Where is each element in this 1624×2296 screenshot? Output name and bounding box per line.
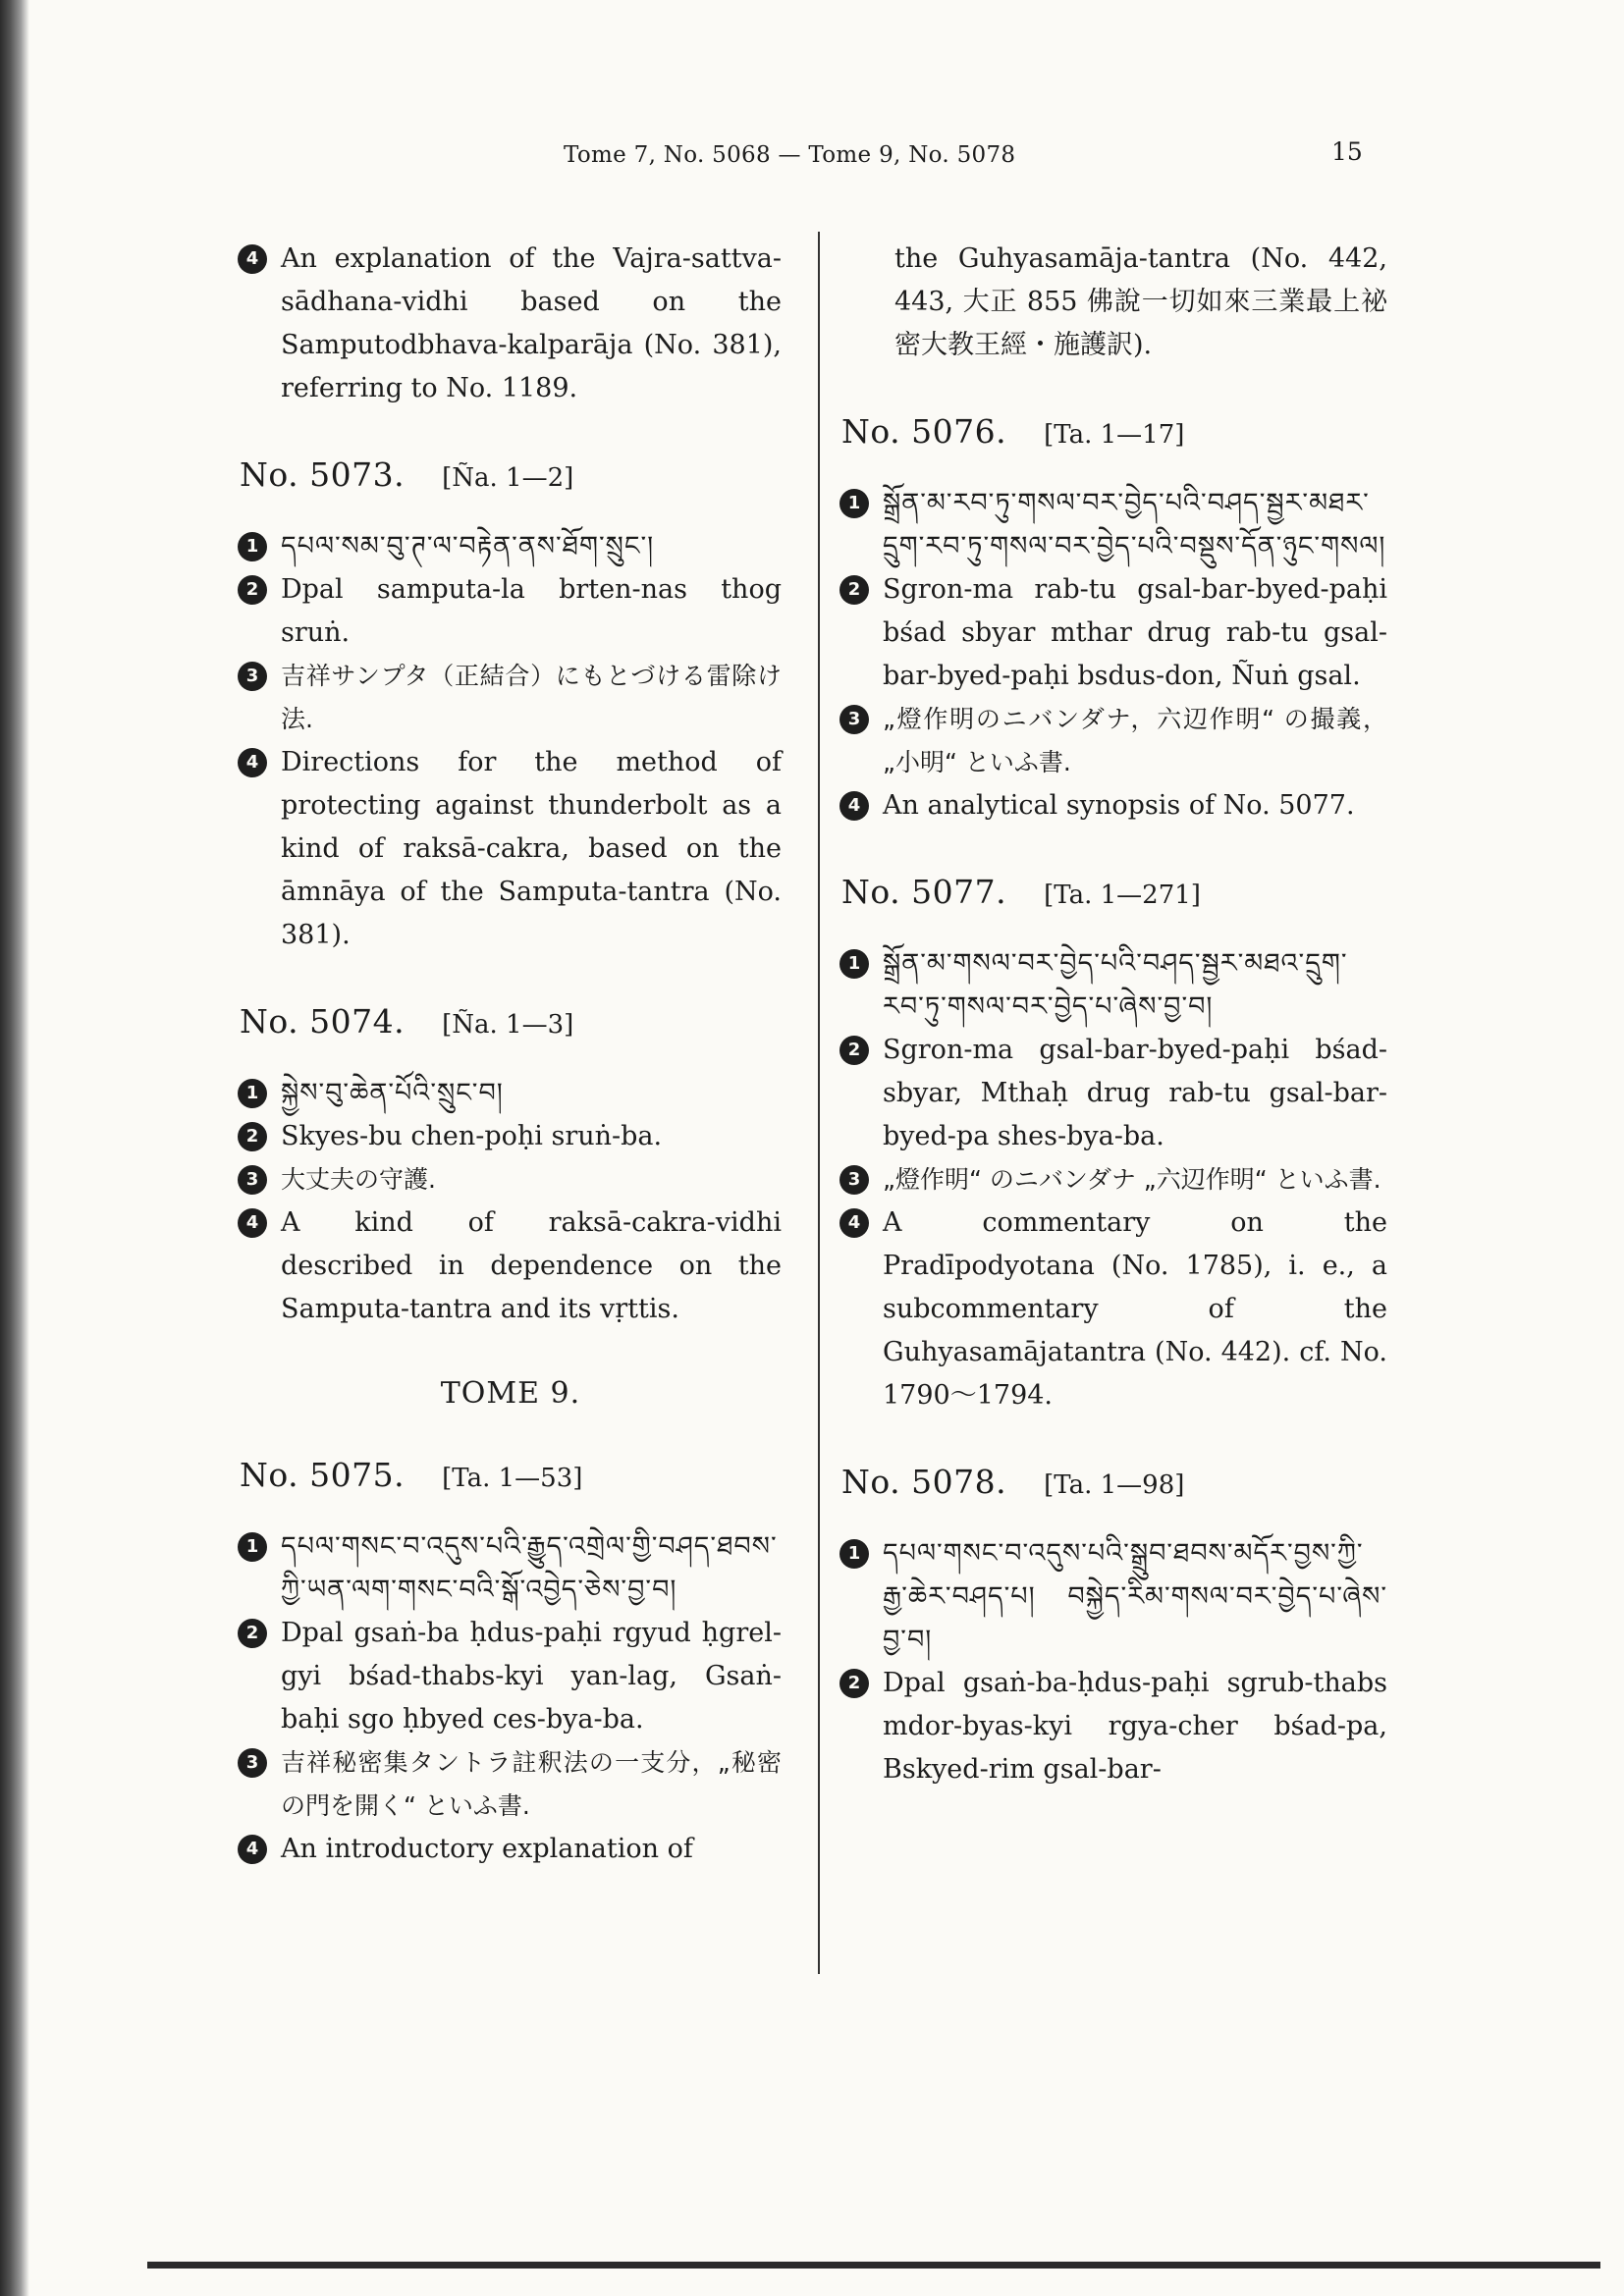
- page-number: 15: [1331, 137, 1363, 166]
- entry-heading: [240, 1002, 782, 1041]
- entry-heading: [841, 1463, 1387, 1501]
- entry-number: No. 5075.: [240, 1456, 406, 1494]
- japanese-title-item: [841, 1158, 1387, 1201]
- circled-number-3-icon: 3: [839, 705, 869, 734]
- circled-number-4-icon: 4: [238, 1208, 267, 1238]
- circled-number-4-icon: 4: [839, 791, 869, 821]
- english-description: An introductory explanation of: [281, 1834, 693, 1864]
- continuation-text: the Guhyasamāja-tantra (No. 442, 443, 大正 855 佛說一切如來三業最上祕密大教王經・施護訳).: [894, 243, 1387, 360]
- entry-reference: [Ta. 1—271]: [1044, 881, 1201, 910]
- entry-heading: [841, 412, 1387, 451]
- japanese-title-item: [240, 1741, 782, 1828]
- entry-number: No. 5073.: [240, 455, 406, 494]
- circled-number-2-icon: 2: [238, 575, 267, 605]
- entry-reference: [Ta. 1—17]: [1044, 420, 1185, 450]
- english-description: A commentary on the Pradīpodyotana (No. 1785), i. e., a subcommentary of the Guhyasamājatantra (No. 442). cf. No. 1790〜1794.: [883, 1207, 1387, 1411]
- circled-number-1-icon: 1: [238, 532, 267, 561]
- entry-heading: [240, 455, 782, 494]
- running-header: Tome 7, No. 5068 — Tome 9, No. 5078: [564, 142, 1016, 168]
- circled-number-3-icon: 3: [238, 1165, 267, 1195]
- tibetan-title-item: [841, 942, 1387, 1029]
- transliteration-item: [240, 568, 782, 655]
- continuation-item: [894, 238, 1387, 367]
- japanese-title-item: [841, 698, 1387, 784]
- english-description-item: [841, 1201, 1387, 1417]
- circled-number-4-icon: 4: [238, 1835, 267, 1864]
- tibetan-title-item: [841, 1532, 1387, 1662]
- tibetan-title: སྒྲོན་མ་གསལ་བར་བྱེད་པའི་བཤད་སྦྱར་མཐའ་དྲུག་རབ་ཏུ་གསལ་བར་བྱེད་པ་ཞེས་བྱ་བ།: [883, 948, 1348, 1022]
- tibetan-title-item: [240, 1072, 782, 1115]
- transliteration: Dpal gsaṅ-ba-ḥdus-paḥi sgrub-thabs mdor-byas-kyi rgya-cher bśad-pa, Bskyed-rim gsal-bar-: [883, 1668, 1387, 1785]
- circled-number-1-icon: 1: [839, 489, 869, 518]
- left-column: [240, 238, 782, 1871]
- circled-number-2-icon: 2: [238, 1619, 267, 1648]
- circled-number-2-icon: 2: [839, 1036, 869, 1065]
- circled-number-2-icon: 2: [839, 1669, 869, 1698]
- japanese-title-item: [240, 1158, 782, 1201]
- japanese-title-item: [240, 655, 782, 741]
- transliteration: Sgron-ma gsal-bar-byed-paḥi bśad-sbyar, Mthaḥ drug rab-tu gsal-bar-byed-pa shes-bya-ba.: [883, 1035, 1387, 1151]
- tibetan-title: སྐྱེས་བུ་ཆེན་པོའི་སྲུང་བ།: [281, 1078, 504, 1108]
- transliteration-item: [841, 568, 1387, 698]
- tibetan-title: དཔལ་སམ་བུ་ཊ་ལ་བརྟེན་ནས་ཐོག་སྲུང་།: [281, 531, 655, 561]
- circled-number-1-icon: 1: [839, 949, 869, 979]
- japanese-title: „燈作明“ のニバンダナ „六辺作明“ といふ書.: [883, 1165, 1381, 1194]
- entry-number: No. 5076.: [841, 412, 1007, 451]
- entry-number: No. 5074.: [240, 1002, 406, 1041]
- scan-bottom-edge: [147, 2262, 1600, 2269]
- english-description: Directions for the method of protecting against thunderbolt as a kind of raksā-cakra, based on the āmnāya of the Samputa-tantra (No. 381).: [281, 747, 782, 950]
- right-column: [841, 238, 1387, 1791]
- circled-number-3-icon: 3: [839, 1165, 869, 1195]
- transliteration-item: [841, 1662, 1387, 1791]
- circled-number-3-icon: 3: [238, 1748, 267, 1778]
- english-description-item: [240, 741, 782, 957]
- transliteration-item: [841, 1029, 1387, 1158]
- transliteration: Dpal samputa-la brten-nas thog sruṅ.: [281, 574, 782, 648]
- entry-number: No. 5078.: [841, 1463, 1007, 1501]
- entry-reference: [Ta. 1—98]: [1044, 1470, 1185, 1500]
- column-divider: [818, 232, 820, 1974]
- japanese-title: „燈作明のニバンダナ，六辺作明“ の撮義，„小明“ といふ書.: [883, 705, 1387, 776]
- tibetan-title: སྒྲོན་མ་རབ་ཏུ་གསལ་བར་བྱེད་པའི་བཤད་སྦྱར་མཐར་དྲུག་རབ་ཏུ་གསལ་བར་བྱེད་པའི་བསྡུས་དོན་ཉུང་གསལ།: [883, 488, 1386, 561]
- entry-heading: [841, 873, 1387, 911]
- transliteration-item: [240, 1612, 782, 1741]
- continuation-text: An explanation of the Vajra-sattva-sādhana-vidhi based on the Samputodbhava-kalparāja (No. 381), referring to No. 1189.: [281, 243, 782, 403]
- circled-number-1-icon: 1: [238, 1079, 267, 1108]
- entry-number: No. 5077.: [841, 873, 1007, 911]
- circled-number-4-icon: 4: [839, 1208, 869, 1238]
- circled-number-4-icon: 4: [238, 748, 267, 777]
- tibetan-title-item: [240, 525, 782, 568]
- japanese-title: 吉祥サンプタ（正結合）にもとづける雷除け法.: [281, 662, 782, 733]
- transliteration: Sgron-ma rab-tu gsal-bar-byed-paḥi bśad sbyar mthar drug rab-tu gsal-bar-byed-paḥi bsdus-don, Ñuṅ gsal.: [883, 574, 1387, 691]
- circled-number-2-icon: 2: [238, 1122, 267, 1151]
- english-description-item: [240, 1201, 782, 1331]
- entry-reference: [Ña. 1—2]: [442, 463, 574, 493]
- continuation-item: [240, 238, 782, 410]
- entry-heading: [240, 1456, 782, 1494]
- circled-number-3-icon: 3: [238, 662, 267, 691]
- circled-number-2-icon: 2: [839, 575, 869, 605]
- circled-number-4-icon: 4: [238, 244, 267, 274]
- circled-number-1-icon: 1: [238, 1532, 267, 1562]
- entry-reference: [Ña. 1—3]: [442, 1010, 574, 1040]
- tibetan-title-item: [240, 1525, 782, 1612]
- tibetan-title-item: [841, 482, 1387, 568]
- japanese-title: 吉祥秘密集タントラ註釈法の一支分，„秘密の門を開く“ といふ書.: [281, 1748, 782, 1820]
- english-description-item: [240, 1828, 782, 1871]
- transliteration: Dpal gsaṅ-ba ḥdus-paḥi rgyud ḥgrel-gyi bśad-thabs-kyi yan-lag, Gsaṅ-baḥi sgo ḥbyed ces-bya-ba.: [281, 1618, 782, 1735]
- english-description: A kind of raksā-cakra-vidhi described in dependence on the Samputa-tantra and its vṛttis.: [281, 1207, 782, 1324]
- entry-reference: [Ta. 1—53]: [442, 1464, 583, 1493]
- english-description: An analytical synopsis of No. 5077.: [883, 790, 1355, 821]
- transliteration-item: [240, 1115, 782, 1158]
- transliteration: Skyes-bu chen-poḥi sruṅ-ba.: [281, 1121, 663, 1151]
- section-title: TOME 9.: [440, 1376, 581, 1411]
- circled-number-1-icon: 1: [839, 1539, 869, 1569]
- scan-page-edge-shadow: [0, 0, 29, 2296]
- tibetan-title: དཔལ་གསང་བ་འདུས་པའི་སྒྲུབ་ཐབས་མདོར་བྱས་ཀྱི་རྒྱ་ཆེར་བཤད་པ། བསྐྱེད་རིམ་གསལ་བར་བྱེད་པ་ཞེས་བྱ་བ།: [883, 1538, 1387, 1655]
- tibetan-title: དཔལ་གསང་བ་འདུས་པའི་རྒྱུད་འགྲེལ་གྱི་བཤད་ཐབས་ཀྱི་ཡན་ལག་གསང་བའི་སྒོ་འབྱེད་ཅེས་བྱ་བ།: [281, 1531, 778, 1605]
- english-description-item: [841, 784, 1387, 828]
- japanese-title: 大丈夫の守護.: [281, 1165, 436, 1194]
